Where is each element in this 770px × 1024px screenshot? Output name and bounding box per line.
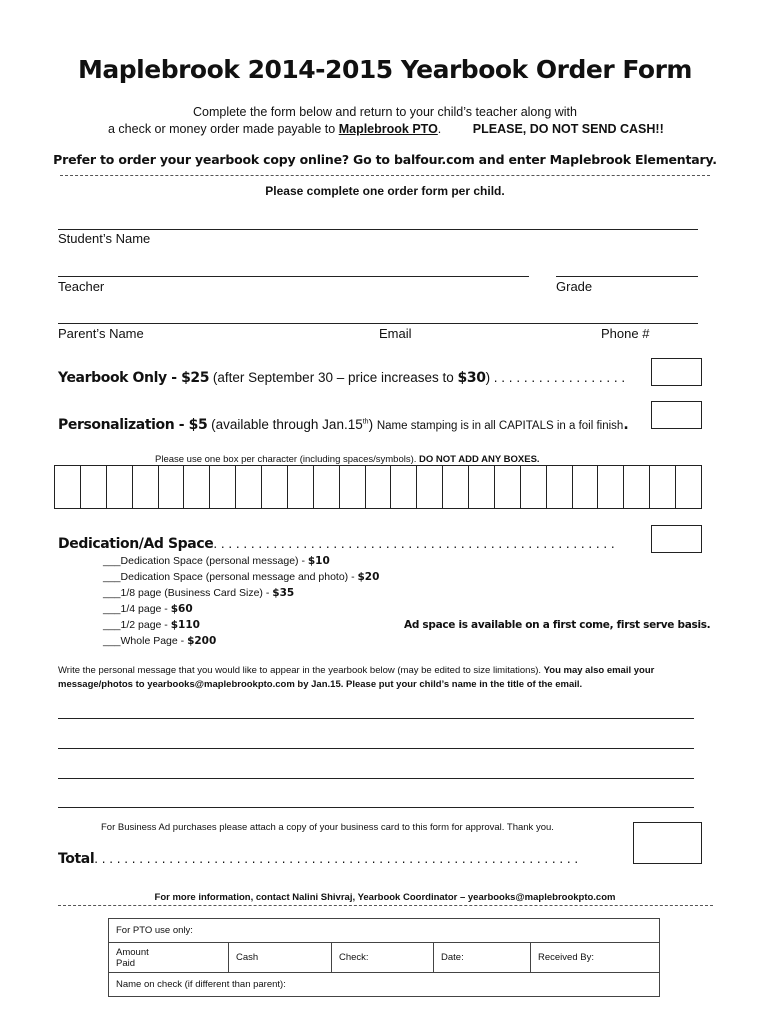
teacher-field[interactable] bbox=[58, 276, 529, 277]
personalization-label: Personalization - $5 bbox=[58, 417, 208, 433]
dedication-leader: . . . . . . . . . . . . . . . . . . . . . . . . . . . . . . . . . . . . . . . . . . . . . . . . . . . . . . bbox=[213, 536, 615, 551]
personalization-line: Personalization - $5 (available through Jan.15th) Name stamping is in all CAPITALS in a foil finish. bbox=[58, 417, 629, 433]
amount-paid-cell: Amount Paid bbox=[109, 943, 229, 973]
message-line-3[interactable] bbox=[58, 778, 694, 779]
yearbook-late-price: $30 bbox=[457, 370, 486, 386]
parent-name-label: Parent’s Name bbox=[58, 326, 144, 341]
email-label: Email bbox=[379, 326, 412, 341]
character-box[interactable] bbox=[573, 466, 599, 508]
yearbook-only-line bbox=[58, 370, 625, 386]
total-line bbox=[58, 851, 578, 867]
dedication-line bbox=[58, 536, 615, 552]
character-box[interactable] bbox=[133, 466, 159, 508]
yearbook-only-detail: (after September 30 – price increases to bbox=[212, 370, 454, 385]
character-box[interactable] bbox=[391, 466, 417, 508]
character-box[interactable] bbox=[159, 466, 185, 508]
character-box[interactable] bbox=[184, 466, 210, 508]
message-line-2[interactable] bbox=[58, 748, 694, 749]
character-box[interactable] bbox=[495, 466, 521, 508]
intro-period: . bbox=[437, 122, 442, 136]
dedication-amount-box[interactable] bbox=[651, 525, 702, 553]
personalization-detail: (available through Jan.15th) bbox=[211, 417, 374, 432]
dashed-divider bbox=[60, 175, 710, 176]
yearbook-only-label: Yearbook Only - $25 bbox=[58, 370, 210, 386]
cash-cell[interactable]: Cash bbox=[229, 943, 332, 973]
message-instructions: Write the personal message that you would like to appear in the yearbook below (may be edited to size limitations). You may also email your message/photos to yearbooks@maplebrookpto.com by Jan.15. Please put your child’s name in the title of the email. bbox=[58, 665, 655, 690]
parent-contact-field[interactable] bbox=[58, 323, 698, 324]
character-box[interactable] bbox=[55, 466, 81, 508]
character-box[interactable] bbox=[262, 466, 288, 508]
personalization-character-grid[interactable] bbox=[54, 465, 702, 509]
pto-use-table bbox=[108, 918, 660, 997]
yearbook-only-amount-box[interactable] bbox=[651, 358, 702, 386]
form-title: Maplebrook 2014-2015 Yearbook Order Form bbox=[78, 55, 692, 84]
pto-use-header: For PTO use only: bbox=[109, 919, 660, 943]
phone-label: Phone # bbox=[601, 326, 650, 341]
contact-info: For more information, contact Nalini Shivraj, Yearbook Coordinator – yearbooks@maplebrookpto.com bbox=[154, 892, 616, 903]
no-cash-warning: PLEASE, DO NOT SEND CASH!! bbox=[472, 122, 664, 136]
grade-label: Grade bbox=[556, 279, 593, 294]
character-box[interactable] bbox=[650, 466, 676, 508]
contact-divider bbox=[58, 905, 713, 906]
one-form-note: Please complete one order form per child. bbox=[265, 184, 505, 198]
character-box[interactable] bbox=[288, 466, 314, 508]
intro-line-1: Complete the form below and return to your child’s teacher along with bbox=[192, 105, 577, 119]
character-box[interactable] bbox=[521, 466, 547, 508]
teacher-label: Teacher bbox=[58, 279, 105, 294]
message-line-1[interactable] bbox=[58, 718, 694, 719]
dedication-label: Dedication/Ad Space bbox=[58, 536, 214, 552]
received-by-cell[interactable]: Received By: bbox=[531, 943, 660, 973]
business-card-note: For Business Ad purchases please attach a copy of your business card to this form for approval. Thank you. bbox=[101, 822, 554, 833]
character-box[interactable] bbox=[417, 466, 443, 508]
payee-name: Maplebrook PTO bbox=[338, 122, 438, 136]
character-box[interactable] bbox=[236, 466, 262, 508]
option-dedication-photo[interactable]: ___Dedication Space (personal message and photo) - $20 bbox=[103, 571, 380, 583]
character-box[interactable] bbox=[547, 466, 573, 508]
character-box[interactable] bbox=[598, 466, 624, 508]
grade-field[interactable] bbox=[556, 276, 698, 277]
option-quarter-page[interactable]: ___1/4 page - $60 bbox=[103, 603, 193, 615]
yearbook-only-leader: ) . . . . . . . . . . . . . . . . . . bbox=[485, 370, 626, 385]
message-line-4[interactable] bbox=[58, 807, 694, 808]
check-cell[interactable]: Check: bbox=[332, 943, 434, 973]
total-amount-box[interactable] bbox=[633, 822, 702, 864]
total-label: Total bbox=[58, 851, 95, 867]
intro-payable-text: a check or money order made payable to bbox=[108, 122, 336, 136]
character-box[interactable] bbox=[443, 466, 469, 508]
option-dedication-message[interactable]: ___Dedication Space (personal message) - $10 bbox=[103, 555, 330, 567]
total-leader: . . . . . . . . . . . . . . . . . . . . . . . . . . . . . . . . . . . . . . . . . . . . . . . . . . . . . . . . . . . . . . . . . bbox=[94, 851, 579, 866]
option-whole-page[interactable]: ___Whole Page - $200 bbox=[103, 635, 217, 647]
personalization-amount-box[interactable] bbox=[651, 401, 702, 429]
date-cell[interactable]: Date: bbox=[434, 943, 531, 973]
intro-line-2 bbox=[108, 122, 664, 136]
character-box[interactable] bbox=[340, 466, 366, 508]
character-box[interactable] bbox=[469, 466, 495, 508]
character-box[interactable] bbox=[107, 466, 133, 508]
ad-availability-note: Ad space is available on a first come, first serve basis. bbox=[404, 619, 711, 631]
character-box[interactable] bbox=[314, 466, 340, 508]
name-on-check-cell[interactable]: Name on check (if different than parent): bbox=[109, 973, 660, 997]
character-box[interactable] bbox=[81, 466, 107, 508]
option-eighth-page[interactable]: ___1/8 page (Business Card Size) - $35 bbox=[103, 587, 295, 599]
option-half-page[interactable]: ___1/2 page - $110 bbox=[103, 619, 200, 631]
character-box[interactable] bbox=[366, 466, 392, 508]
online-order-note: Prefer to order your yearbook copy online? Go to balfour.com and enter Maplebrook Elementary. bbox=[53, 152, 717, 167]
character-box[interactable] bbox=[676, 466, 701, 508]
student-name-field[interactable] bbox=[58, 229, 698, 230]
character-box[interactable] bbox=[624, 466, 650, 508]
student-name-label: Student’s Name bbox=[58, 231, 151, 246]
box-instructions: Please use one box per character (including spaces/symbols). DO NOT ADD ANY BOXES. bbox=[155, 454, 540, 465]
personalization-note: Name stamping is in all CAPITALS in a foil finish bbox=[376, 420, 624, 432]
character-box[interactable] bbox=[210, 466, 236, 508]
